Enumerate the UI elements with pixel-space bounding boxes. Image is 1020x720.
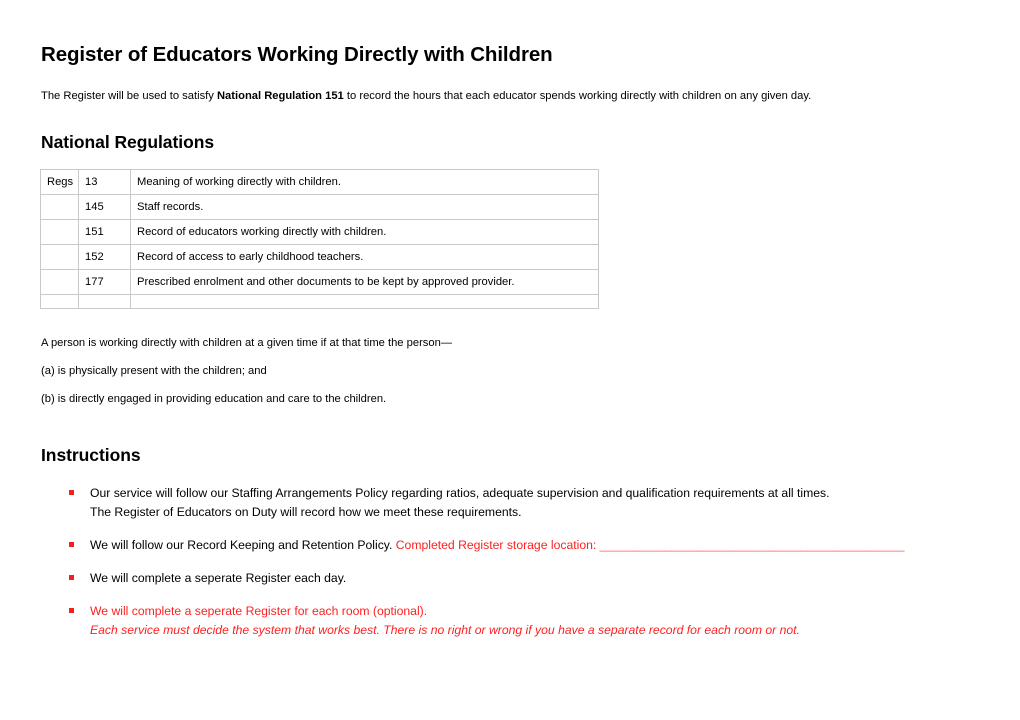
bullet-square-icon [69,490,74,495]
bullet-square-icon [69,608,74,613]
table-row [41,245,599,270]
list-item-line: We will complete a seperate Register for each room (optional). [90,604,428,618]
list-item [62,602,962,640]
table-cell-label: Regs [41,170,79,195]
list-item-text-black: We will follow our Record Keeping and Retention Policy. [90,538,396,552]
table-row [41,220,599,245]
section-heading-national-regulations: National Regulations [41,132,215,152]
list-item-line-note: Each service must decide the system that works best. There is no right or wrong if you have a separate record for each room or not. [90,623,800,637]
intro-text-bold: National Regulation 151 [216,90,344,102]
table-cell-description [131,295,599,309]
table-cell-label [41,270,79,295]
regulations-table [40,169,599,309]
table-cell-number: 145 [79,195,131,220]
table-cell-description: Staff records. [131,195,599,220]
bullet-square-icon [69,542,74,547]
table-cell-description: Meaning of working directly with children. [131,170,599,195]
intro-text-before: The Register will be used to satisfy [41,90,217,102]
intro-text-after: to record the hours that each educator spends working directly with children on any given day. [343,90,812,102]
table-cell-number: 151 [79,220,131,245]
storage-location-blank-field[interactable]: _______________________________________________ [599,538,905,552]
instructions-list [62,484,962,654]
intro-paragraph [41,88,811,104]
table-cell-description: Record of educators working directly with children. [131,220,599,245]
definition-paragraph: A person is working directly with children at a given time if at that time the person— [41,337,453,349]
list-item-text-red: Completed Register storage location: [395,538,600,552]
list-item-line: Our service will follow our Staffing Arrangements Policy regarding ratios, adequate supervision and qualification requirements at all times. [90,486,830,500]
table-row [41,170,599,195]
definition-paragraph: (b) is directly engaged in providing education and care to the children. [41,393,387,405]
table-cell-description: Record of access to early childhood teachers. [131,245,599,270]
table-cell-number: 13 [79,170,131,195]
list-item-line [90,536,962,555]
table-cell-label [41,295,79,309]
page-title: Register of Educators Working Directly with Children [41,43,553,66]
list-item-line: We will complete a seperate Register each day. [90,571,347,585]
table-cell-number: 152 [79,245,131,270]
section-heading-instructions: Instructions [41,445,141,465]
definition-paragraph: (a) is physically present with the children; and [41,365,267,377]
list-item [62,484,962,522]
table-cell-label [41,220,79,245]
bullet-square-icon [69,575,74,580]
table-cell-description: Prescribed enrolment and other documents to be kept by approved provider. [131,270,599,295]
list-item [62,536,962,555]
list-item-line: The Register of Educators on Duty will record how we meet these requirements. [90,505,522,519]
table-row [41,270,599,295]
table-cell-number [79,295,131,309]
table-cell-number: 177 [79,270,131,295]
list-item [62,569,962,588]
table-row [41,295,599,309]
table-row [41,195,599,220]
table-cell-label [41,245,79,270]
table-cell-label [41,195,79,220]
